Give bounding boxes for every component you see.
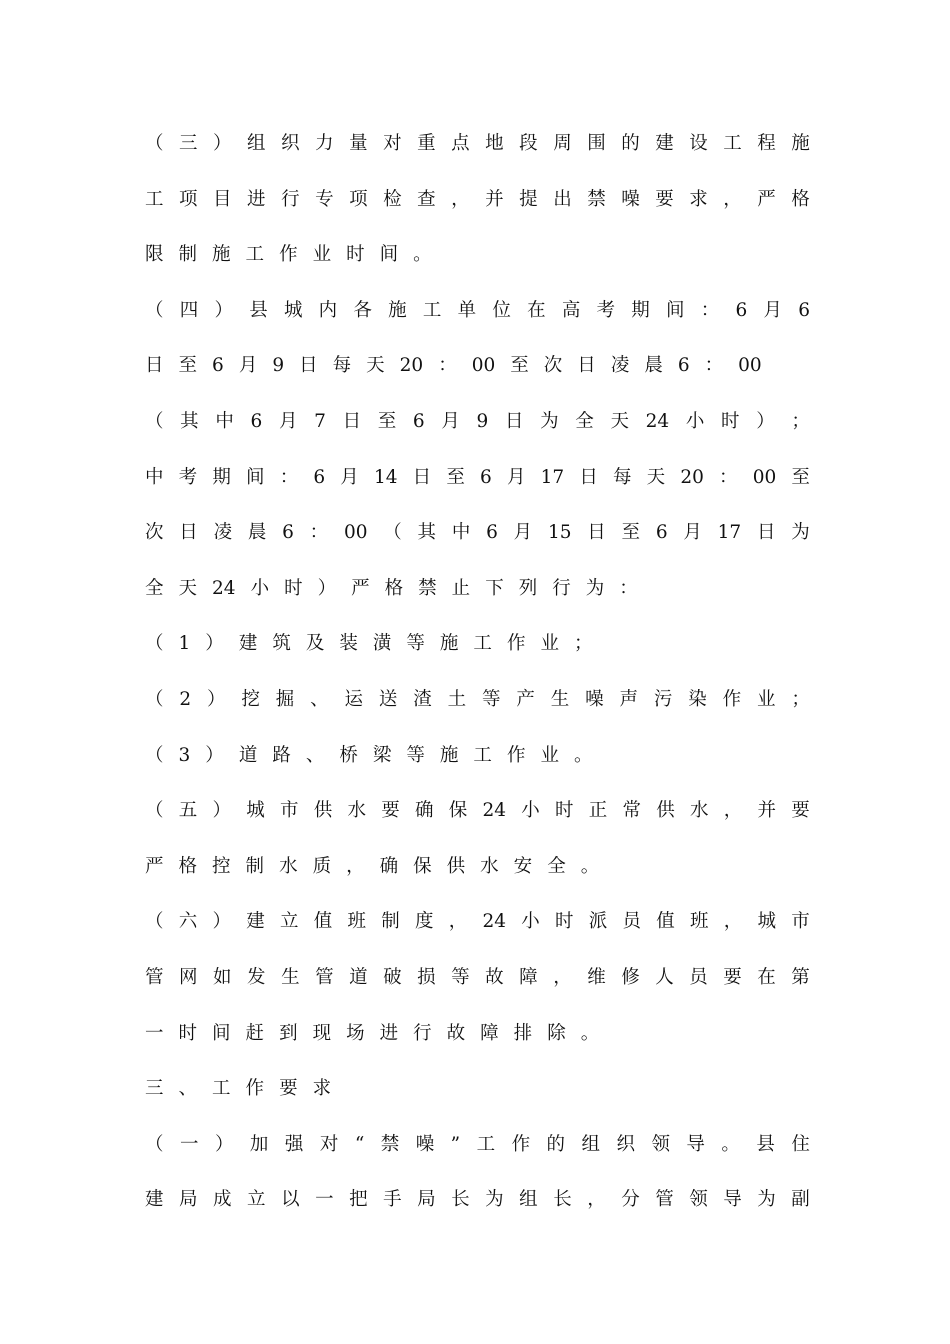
text-line: 严 格 控 制 水 质 ， 确 保 供 水 安 全 。 xyxy=(145,855,600,877)
text-line: （ 五 ） 城 市 供 水 要 确 保 24 小 时 正 常 供 水 ， 并 要 xyxy=(145,800,810,822)
text-line: （ 其 中 6 月 7 日 至 6 月 9 日 为 全 天 24 小 时 ） ； xyxy=(145,410,810,432)
text-line: 中 考 期 间 ： 6 月 14 日 至 6 月 17 日 每 天 20 ： 00 至 xyxy=(145,466,810,488)
text-line: 管 网 如 发 生 管 道 破 损 等 故 障 ， 维 修 人 员 要 在 第 xyxy=(145,966,810,988)
text-line: 工 项 目 进 行 专 项 检 查 ， 并 提 出 禁 噪 要 求 ， 严 格 xyxy=(145,188,810,210)
text-line: （ 1 ） 建 筑 及 装 潢 等 施 工 作 业 ； xyxy=(145,633,593,655)
document-body xyxy=(145,128,810,1240)
section-heading: 三 、 工 作 要 求 xyxy=(145,1078,332,1100)
text-line: 日 至 6 月 9 日 每 天 20 ： 00 至 次 日 凌 晨 6 ： 00 xyxy=(145,355,762,377)
text-line: （ 2 ） 挖 掘 、 运 送 渣 土 等 产 生 噪 声 污 染 作 业 ； xyxy=(145,688,810,710)
text-line: 一 时 间 赶 到 现 场 进 行 故 障 排 除 。 xyxy=(145,1022,600,1044)
text-line: 全 天 24 小 时 ） 严 格 禁 止 下 列 行 为 ： xyxy=(145,577,638,599)
text-line: （ 3 ） 道 路 、 桥 梁 等 施 工 作 业 。 xyxy=(145,744,593,766)
text-line: （ 六 ） 建 立 值 班 制 度 ， 24 小 时 派 员 值 班 ， 城 市 xyxy=(145,911,810,933)
text-line: （ 三 ） 组 织 力 量 对 重 点 地 段 周 围 的 建 设 工 程 施 xyxy=(145,133,810,154)
text-line: 建 局 成 立 以 一 把 手 局 长 为 组 长 ， 分 管 领 导 为 副 xyxy=(145,1189,810,1211)
text-line: （ 一 ） 加 强 对 “ 禁 噪 ” 工 作 的 组 织 领 导 。 县 住 xyxy=(145,1133,810,1155)
text-line: （ 四 ） 县 城 内 各 施 工 单 位 在 高 考 期 间 ： 6 月 6 xyxy=(145,299,810,321)
text-line: 次 日 凌 晨 6 ： 00 （ 其 中 6 月 15 日 至 6 月 17 日 为 xyxy=(145,522,810,544)
text-line: 限 制 施 工 作 业 时 间 。 xyxy=(145,244,432,266)
